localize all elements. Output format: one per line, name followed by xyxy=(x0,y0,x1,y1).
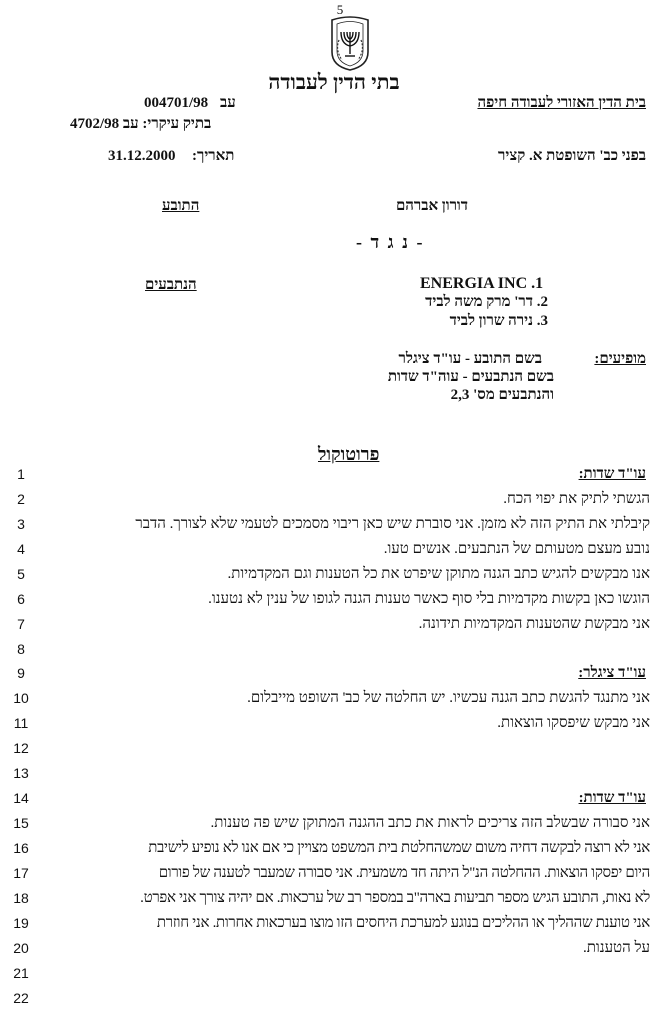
protocol-line: הגשתי לתיק את יפוי הכח. xyxy=(503,491,650,507)
line-number: 11 xyxy=(13,715,29,731)
appearance-plaintiff: בשם התובע - עו"ד ציגלר xyxy=(398,351,542,367)
court-title: בתי הדין לעבודה xyxy=(268,70,400,94)
speaker-label: עו"ד ציגלר: xyxy=(578,665,646,681)
judge-line: בפני כב' השופטת א. קציר xyxy=(498,148,646,164)
protocol-line: לא נאות, התובע הגיש מספר תביעות בארה"ב במספר רב של ערכאות. אם יהיה צורך אני אפרט. xyxy=(140,890,650,906)
plaintiff-name: דורון אברהם xyxy=(395,198,468,214)
page-number: 5 xyxy=(336,2,344,17)
case-label: עב xyxy=(220,95,236,111)
line-number: 5 xyxy=(17,566,25,582)
line-number: 13 xyxy=(13,765,29,781)
line-number: 17 xyxy=(13,865,29,881)
protocol-line: על הטענות. xyxy=(582,940,650,956)
protocol-line: אני מתנגד להגשת כתב הגנה עכשיו. יש החלטה של כב' השופט מייבלום. xyxy=(247,690,650,706)
line-number: 22 xyxy=(13,990,29,1006)
protocol-line: אני מבקשת שהטענות המקדמיות תידונה. xyxy=(418,616,650,632)
protocol-line: אני טוענת שההליך או ההליכים בנוגע למערכת היחסים הזו מוצו בערכאות אחרות. אני חוזרת xyxy=(156,915,650,931)
line-number: 8 xyxy=(17,641,25,657)
line-number: 16 xyxy=(13,840,29,856)
protocol-line: אנו מבקשים להגיש כתב הגנה מתוקן שיפרט את כל הטענות וגם המקדמיות. xyxy=(227,566,650,582)
line-number: 1 xyxy=(17,466,25,482)
speaker-label: עו"ד שדות: xyxy=(578,790,646,806)
protocol-line: אני מבקש שיפסקו הוצאות. xyxy=(497,715,650,731)
line-number: 21 xyxy=(13,965,29,981)
protocol-line: אני לא רוצה לבקשה דחיה משום שמשהחלטת בית המשפט מצויין כי אם אנו לא נופיע לישיבת xyxy=(148,840,650,856)
court-branch: בית הדין האזורי לעבודה חיפה xyxy=(477,95,646,111)
state-emblem-menorah xyxy=(326,16,374,72)
line-number: 20 xyxy=(13,940,29,956)
protocol-line: היום יפסקו הוצאות. ההחלטה הנ"ל היתה חד משמעית. אני סבורה שמעבר לטענה של פורום xyxy=(158,865,650,881)
case-number: 004701/98 xyxy=(144,95,209,111)
line-number: 7 xyxy=(17,616,25,632)
appearance-defendants-2-3: והנתבעים מס' 2,3 xyxy=(450,387,554,403)
date-value: 31.12.2000 xyxy=(108,148,176,164)
line-number: 14 xyxy=(13,790,29,806)
line-number: 15 xyxy=(13,815,29,831)
protocol-line: אני סבורה שבשלב הזה צריכים לראות את כתב ההגנה המתוקן שיש פה טענות. xyxy=(210,815,650,831)
line-number: 18 xyxy=(13,890,29,906)
protocol-line: הוגשו כאן בקשות מקדמיות בלי סוף כאשר טענות הגנה לגופו של ענין לא נטענו. xyxy=(208,591,650,607)
line-number: 10 xyxy=(13,690,29,706)
date-label: תאריך: xyxy=(192,148,235,164)
protocol-title: פרוטוקול xyxy=(318,444,380,464)
line-number: 12 xyxy=(13,740,29,756)
line-number: 3 xyxy=(17,516,25,532)
plaintiff-role: התובע xyxy=(162,198,200,214)
defendant-1: ENERGIA INC .1 xyxy=(420,275,544,292)
appearances-label: מופיעים: xyxy=(594,351,646,367)
defendants-role: הנתבעים xyxy=(145,277,197,293)
line-number: 4 xyxy=(17,541,25,557)
main-case-number: בתיק עיקרי: עב 4702/98 xyxy=(70,116,212,132)
appearance-defendants: בשם הנתבעים - עוה"ד שדות xyxy=(387,369,554,385)
speaker-label: עו"ד שדות: xyxy=(578,466,646,482)
protocol-line: קיבלתי את התיק הזה לא מזמן. אני סוברת שיש כאן ריבוי מסמכים לטעמי שלא לצורך. הדבר xyxy=(135,516,650,532)
defendant-2: 2. דר' מרק משה לביד xyxy=(425,294,548,310)
versus-divider: - נ ג ד - xyxy=(356,232,425,252)
line-number: 2 xyxy=(17,491,25,507)
protocol-line: נובע מעצם מטעותם של הנתבעים. אנשים טעו. xyxy=(383,541,650,557)
line-number: 9 xyxy=(17,665,25,681)
defendant-3: 3. נירה שרון לביד xyxy=(449,313,548,329)
line-number: 19 xyxy=(13,915,29,931)
line-number: 6 xyxy=(17,591,25,607)
